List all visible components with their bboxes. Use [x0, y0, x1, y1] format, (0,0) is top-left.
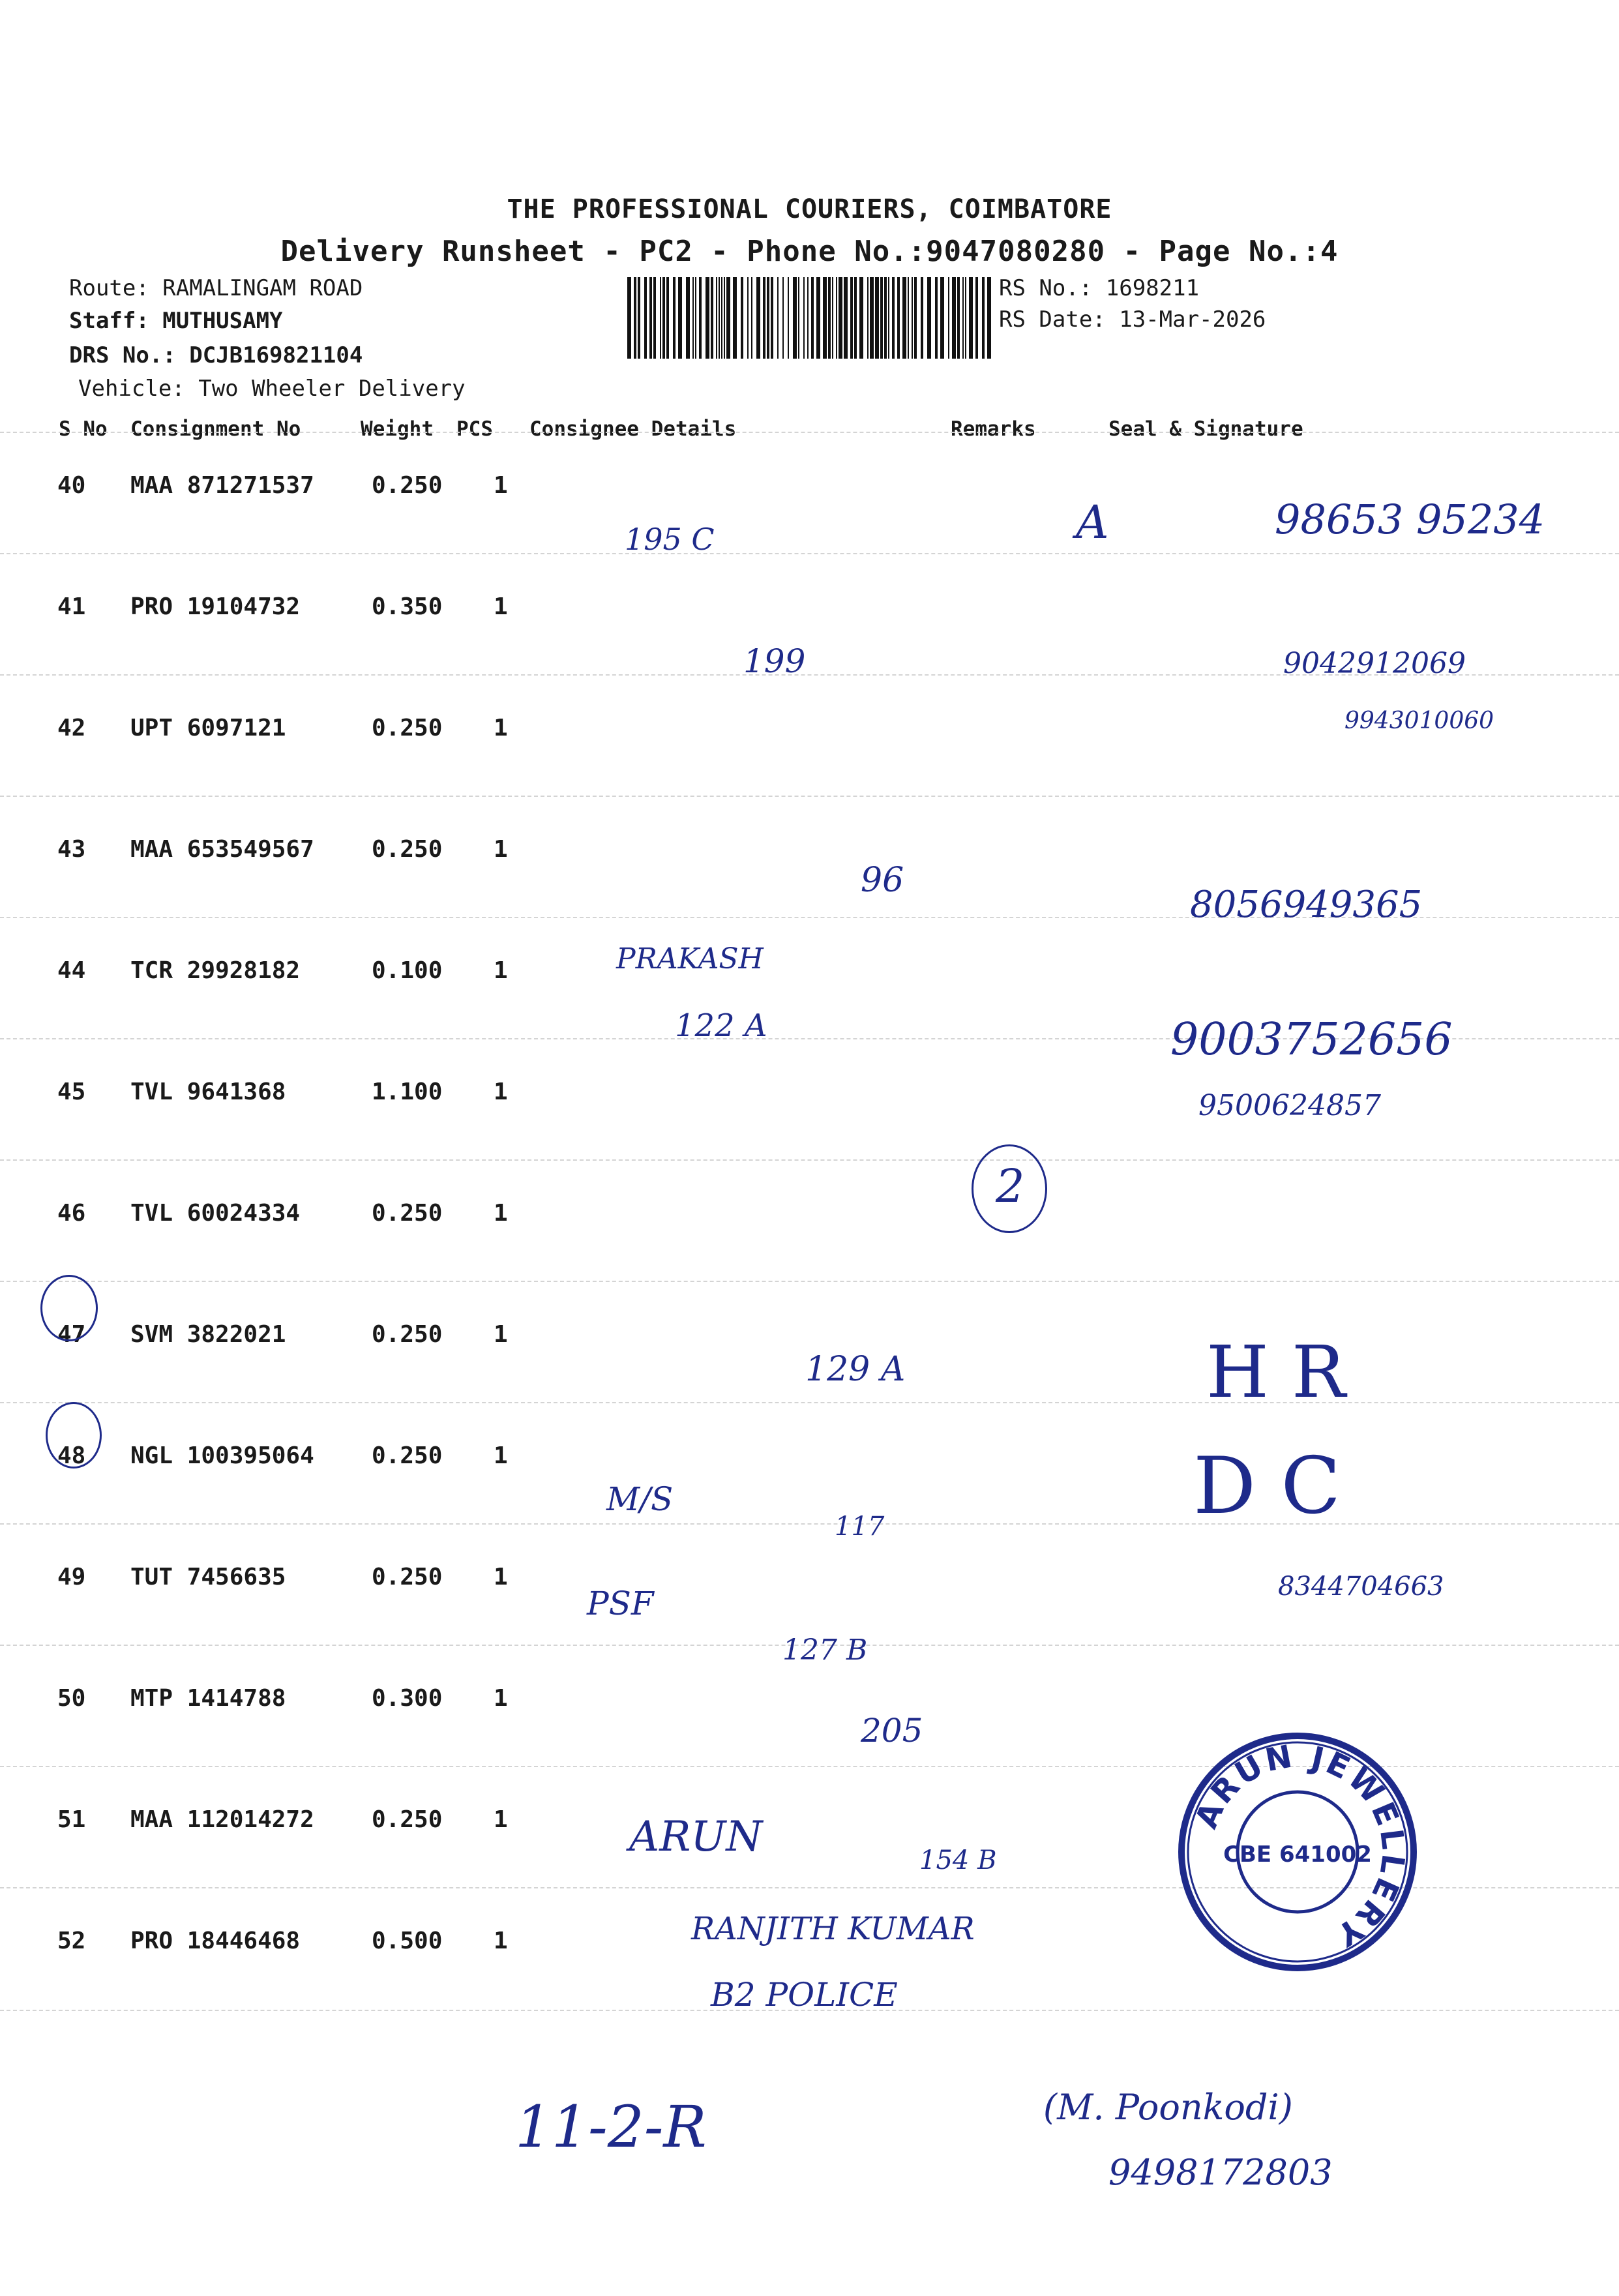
barcode-bar: [914, 277, 917, 359]
barcode-bar: [832, 277, 833, 359]
barcode-bar: [948, 277, 949, 359]
row-consignment: NGL 100395064: [130, 1442, 314, 1469]
row-pcs: 1: [494, 593, 508, 620]
row-pcs: 1: [494, 836, 508, 863]
row-pcs: 1: [494, 1928, 508, 1954]
barcode-bar: [699, 277, 702, 359]
barcode-bar: [870, 277, 874, 359]
barcode-bar: [811, 277, 814, 359]
barcode-bar: [788, 277, 789, 359]
barcode-bar: [660, 277, 661, 359]
hw-ms: M/S: [606, 1480, 674, 1518]
barcode-bar: [649, 277, 652, 359]
hw-door-7: 127 B: [782, 1633, 868, 1667]
col-consignment: Consignment No: [130, 417, 301, 441]
barcode-bar: [880, 277, 883, 359]
row-sno: 41: [57, 593, 86, 620]
row-pcs: 1: [494, 1564, 508, 1590]
barcode-bar: [975, 277, 978, 359]
barcode-bar: [836, 277, 837, 359]
vehicle: Vehicle: Two Wheeler Delivery: [78, 376, 466, 402]
row-pcs: 1: [494, 1806, 508, 1833]
hw-door-9: 154 B: [919, 1845, 997, 1875]
hw-phone-7-old: 8344704663: [1278, 1572, 1444, 1602]
col-pcs: PCS: [456, 417, 493, 441]
seal-center-text: CBE 641002: [1223, 1841, 1372, 1868]
hw-circled-2: [972, 1144, 1047, 1233]
row-consignment: PRO 19104732: [130, 593, 301, 620]
row-consignment: TCR 29928182: [130, 957, 301, 984]
row-sno: 47: [57, 1321, 86, 1348]
barcode-bar: [839, 277, 842, 359]
barcode-bar: [828, 277, 831, 359]
row-consignment: TVL 60024334: [130, 1200, 301, 1227]
row-consignment: MAA 112014272: [130, 1806, 314, 1833]
col-consignee: Consignee Details: [529, 417, 737, 441]
barcode-bar: [666, 277, 669, 359]
row-sno: 43: [57, 836, 86, 863]
hw-door-4: 122 A: [675, 1007, 767, 1044]
row-pcs: 1: [494, 1321, 508, 1348]
col-sno: S No: [59, 417, 108, 441]
row-sno: 40: [57, 472, 86, 499]
row-consignment: MTP 1414788: [130, 1685, 286, 1712]
barcode-bar: [921, 277, 923, 359]
hw-arun: ARUN: [629, 1813, 763, 1861]
sno-47-circle: [40, 1275, 98, 1341]
barcode-bar: [957, 277, 960, 359]
barcode-bar: [686, 277, 690, 359]
barcode-bar: [726, 277, 730, 359]
row-sno: 50: [57, 1685, 86, 1712]
barcode-bar: [803, 277, 805, 359]
row-weight: 0.250: [372, 836, 443, 863]
runsheet-subtitle: Delivery Runsheet - PC2 - Phone No.:9047080280 - Page No.:4: [280, 235, 1339, 268]
barcode-bar: [724, 277, 725, 359]
barcode-bar: [741, 277, 743, 359]
barcode-bar: [888, 277, 889, 359]
row-pcs: 1: [494, 715, 508, 741]
row-weight: 0.500: [372, 1928, 443, 1954]
row-weight: 0.100: [372, 957, 443, 984]
hw-door-6: 117: [835, 1512, 885, 1542]
table-row: [0, 1159, 1619, 1282]
barcode-bar: [653, 277, 656, 359]
row-consignment: SVM 3822021: [130, 1321, 286, 1348]
row-sno: 44: [57, 957, 86, 984]
barcode-bar: [908, 277, 909, 359]
hw-name-note: (M. Poonkodi): [1043, 2087, 1293, 2128]
row-weight: 0.250: [372, 1442, 443, 1469]
barcode-bar: [678, 277, 682, 359]
hw-door-2: 199: [743, 642, 806, 680]
barcode-bar: [798, 277, 799, 359]
barcode-bar: [662, 277, 665, 359]
row-sno: 51: [57, 1806, 86, 1833]
barcode-bar: [965, 277, 966, 359]
barcode-bar: [875, 277, 879, 359]
barcode-bar: [733, 277, 737, 359]
hw-phone-8: 9498172803: [1108, 2152, 1333, 2193]
barcode-bar: [927, 277, 931, 359]
barcode-bar: [952, 277, 956, 359]
barcode-bar: [823, 277, 827, 359]
barcode-bar: [807, 277, 809, 359]
hw-door-1: 195 C: [625, 522, 715, 557]
hw-mark-a: A: [1076, 496, 1109, 549]
barcode-bar: [756, 277, 760, 359]
row-sno: 45: [57, 1079, 86, 1105]
hw-phone-6: 9500624857: [1198, 1089, 1381, 1122]
row-sno: 49: [57, 1564, 86, 1590]
barcode-bar: [884, 277, 887, 359]
row-sno: 46: [57, 1200, 86, 1227]
hw-door-5: 129 A: [805, 1350, 906, 1389]
sno-48-circle: [46, 1402, 102, 1469]
row-weight: 1.100: [372, 1079, 443, 1105]
hw-ranjith: RANJITH KUMAR: [691, 1911, 975, 1947]
row-weight: 0.250: [372, 1564, 443, 1590]
barcode-bar: [692, 277, 694, 359]
barcode-bar: [793, 277, 797, 359]
col-weight: Weight: [361, 417, 434, 441]
company-title: THE PROFESSIONAL COURIERS, COIMBATORE: [507, 194, 1112, 224]
barcode-bar: [716, 277, 717, 359]
hw-circled-2-text: 2: [996, 1159, 1025, 1213]
barcode-bar: [706, 277, 709, 359]
hw-phone-1: 98653 95234: [1275, 496, 1545, 543]
barcode-bar: [897, 277, 900, 359]
barcode-bar: [627, 277, 631, 359]
table-row: [0, 1402, 1619, 1525]
barcode-bar: [771, 277, 773, 359]
hw-door-3: 96: [861, 861, 904, 900]
row-pcs: 1: [494, 1079, 508, 1105]
hw-note-hr: H R: [1206, 1330, 1346, 1414]
barcode-bar: [902, 277, 906, 359]
hw-door-8: 205: [861, 1712, 923, 1750]
row-pcs: 1: [494, 472, 508, 499]
row-weight: 0.250: [372, 1200, 443, 1227]
row-sno: 52: [57, 1928, 86, 1954]
hw-prakash: PRAKASH: [616, 942, 764, 976]
hw-phone-5: 9003752656: [1170, 1014, 1453, 1066]
row-weight: 0.250: [372, 1321, 443, 1348]
barcode-bar: [673, 277, 676, 359]
barcode-bar: [644, 277, 647, 359]
barcode-bar: [892, 277, 895, 359]
barcode-bar: [747, 277, 749, 359]
barcode-bar: [844, 277, 848, 359]
row-sno: 48: [57, 1442, 86, 1469]
row-weight: 0.300: [372, 1685, 443, 1712]
barcode-bar: [634, 277, 636, 359]
barcode-bar: [782, 277, 784, 359]
barcode-bar: [912, 277, 913, 359]
hw-phone-3: 9943010060: [1344, 708, 1494, 734]
barcode-bar: [940, 277, 944, 359]
rs-date: RS Date: 13-Mar-2026: [999, 306, 1266, 333]
barcode: [627, 277, 992, 359]
barcode-bar: [721, 277, 722, 359]
row-sno: 42: [57, 715, 86, 741]
rs-number: RS No.: 1698211: [999, 275, 1200, 301]
row-consignment: MAA 871271537: [130, 472, 314, 499]
barcode-bar: [969, 277, 973, 359]
row-consignment: TUT 7456635: [130, 1564, 286, 1590]
row-pcs: 1: [494, 1685, 508, 1712]
row-pcs: 1: [494, 1442, 508, 1469]
row-consignment: TVL 9641368: [130, 1079, 286, 1105]
route: Route: RAMALINGAM ROAD: [69, 275, 363, 301]
seal-text: ARUN JEWELLERY: [1188, 1737, 1412, 1955]
barcode-bar: [816, 277, 820, 359]
row-consignment: PRO 18446468: [130, 1928, 301, 1954]
barcode-bar: [859, 277, 863, 359]
company-seal-stamp: [1174, 1728, 1421, 1976]
row-pcs: 1: [494, 957, 508, 984]
col-remarks: Remarks: [951, 417, 1036, 441]
barcode-bar: [935, 277, 938, 359]
barcode-bar: [850, 277, 853, 359]
row-weight: 0.350: [372, 593, 443, 620]
barcode-bar: [982, 277, 985, 359]
hw-psf: PSF: [587, 1585, 654, 1622]
barcode-bar: [767, 277, 769, 359]
barcode-bar: [777, 277, 779, 359]
row-pcs: 1: [494, 1200, 508, 1227]
drs-number: DRS No.: DCJB169821104: [69, 342, 363, 368]
row-consignment: UPT 6097121: [130, 715, 286, 741]
hw-date-note: 11-2-R: [515, 2093, 707, 2160]
barcode-bar: [719, 277, 720, 359]
barcode-bar: [763, 277, 765, 359]
row-weight: 0.250: [372, 715, 443, 741]
barcode-bar: [867, 277, 869, 359]
hw-phone-4: 8056949365: [1190, 884, 1423, 926]
barcode-bar: [751, 277, 752, 359]
row-weight: 0.250: [372, 1806, 443, 1833]
hw-phone-2: 9042912069: [1283, 647, 1466, 680]
hw-note-dc: D C: [1193, 1441, 1341, 1532]
barcode-bar: [638, 277, 640, 359]
barcode-bar: [695, 277, 696, 359]
barcode-bar: [854, 277, 857, 359]
barcode-bar: [987, 277, 991, 359]
table-row: [0, 674, 1619, 797]
hw-police: B2 POLICE: [711, 1976, 898, 2014]
barcode-bar: [962, 277, 964, 359]
col-seal: Seal & Signature: [1108, 417, 1303, 441]
barcode-bar: [711, 277, 713, 359]
row-weight: 0.250: [372, 472, 443, 499]
staff: Staff: MUTHUSAMY: [69, 308, 283, 334]
row-consignment: MAA 653549567: [130, 836, 314, 863]
